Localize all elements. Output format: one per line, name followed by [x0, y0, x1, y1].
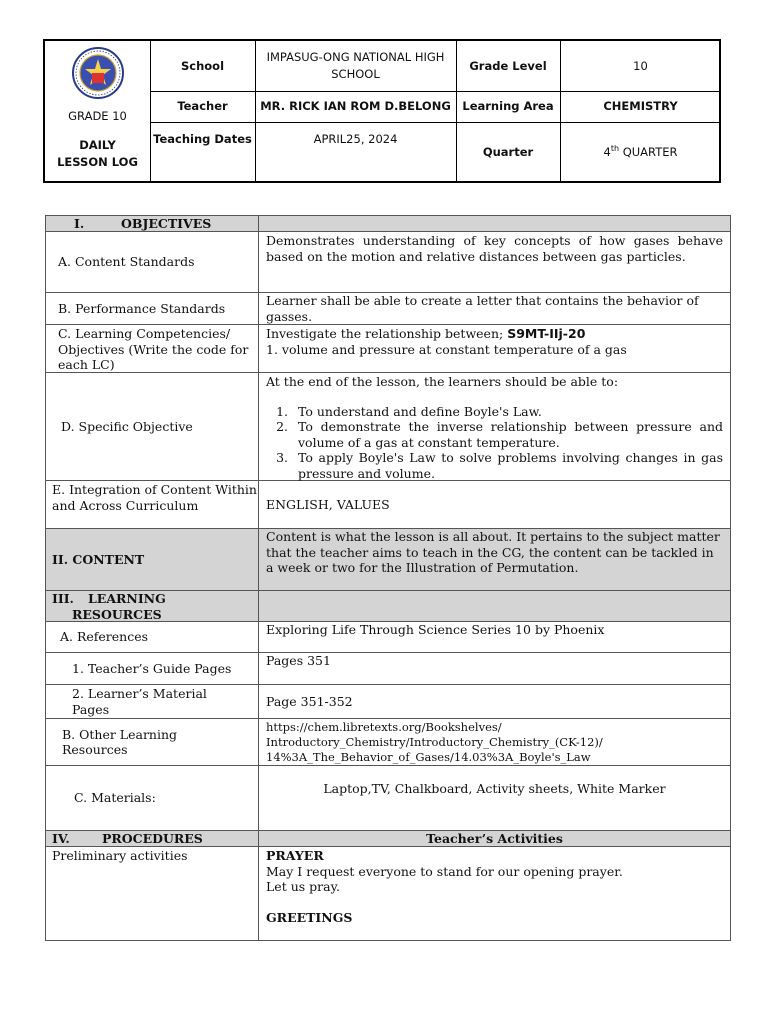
list-item: 3. To apply Boyle's Law to solve problems involving changes in gas pressure and volume.: [292, 450, 723, 481]
preliminary-row: [46, 847, 730, 940]
references-label: A. References: [60, 629, 149, 645]
list-item: 1. To understand and define Boyle's Law.: [292, 404, 723, 420]
objectives-heading: OBJECTIVES: [121, 216, 212, 231]
grade-label: GRADE 10: [68, 108, 127, 123]
school-value: IMPASUG-ONG NATIONAL HIGH SCHOOL: [266, 50, 445, 81]
grade-level-value: 10: [633, 58, 648, 73]
competencies-code: S9MT-IIj-20: [507, 326, 586, 341]
specific-objective-row: [46, 373, 730, 481]
competencies-label: C. Learning Competencies/ Objectives (Write the code for each LC): [58, 326, 249, 372]
teacher-label: Teacher: [177, 99, 228, 114]
content-standards-row: [46, 232, 730, 293]
teacher-value: MR. RICK IAN ROM D.BELONG: [260, 99, 451, 114]
learners-material-row: [46, 685, 730, 719]
resources-heading: LEARNING RESOURCES: [72, 591, 166, 622]
performance-standards-text: Learner shall be able to create a letter that contains the behavior of gasses.: [266, 293, 699, 324]
resources-heading-row: III. LEARNING RESOURCES: [46, 591, 730, 622]
content-heading: II. CONTENT: [52, 551, 145, 567]
integration-row: [46, 481, 730, 529]
learners-material-label: 2. Learner’s Material Pages: [72, 686, 207, 717]
greetings-heading: GREETINGS: [266, 909, 353, 925]
procedures-heading: PROCEDURES: [102, 831, 203, 846]
content-text: Content is what the lesson is all about. It pertains to the subject matter that the teacher aims to teach in the CG, the content can be tackled in a week or two for the Illustration of Permutation.: [266, 529, 720, 575]
quarter-label: Quarter: [482, 144, 534, 159]
teacher-activities-heading: Teacher’s Activities: [426, 831, 563, 846]
procedures-heading-row: IV. PROCEDURES Teacher’s Activities: [46, 831, 730, 847]
specific-intro: At the end of the lesson, the learners should be able to:: [266, 374, 619, 389]
resource-url-line: https://chem.libretexts.org/Bookshelves/: [266, 720, 502, 734]
teaching-dates-value: APRIL25, 2024: [313, 131, 398, 146]
resource-url-line: 14%3A_The_Behavior_of_Gases/14.03%3A_Boyle's_Law: [266, 750, 591, 764]
other-resources-row: [46, 719, 730, 766]
performance-standards-label: B. Performance Standards: [58, 301, 226, 317]
prayer-line: Let us pray.: [266, 879, 340, 894]
school-label: School: [180, 58, 225, 73]
teachers-guide-label: 1. Teacher’s Guide Pages: [72, 660, 232, 676]
teachers-guide-text: Pages 351: [266, 653, 331, 668]
prayer-heading: PRAYER: [266, 848, 324, 863]
competencies-row: [46, 325, 730, 373]
quarter-value: 4th QUARTER: [603, 144, 678, 160]
lesson-table: [45, 215, 731, 941]
learning-area-value: CHEMISTRY: [603, 99, 678, 114]
materials-row: [46, 766, 730, 831]
deped-seal-icon: [72, 47, 124, 99]
teaching-dates-label: Teaching Dates: [153, 131, 252, 146]
specific-objectives-list: [266, 404, 723, 482]
performance-standards-row: [46, 293, 730, 325]
log-title: DAILY LESSON LOG: [57, 138, 138, 169]
specific-objective-label: D. Specific Objective: [61, 418, 193, 434]
learners-material-text: Page 351-352: [266, 693, 353, 709]
materials-text: Laptop,TV, Chalkboard, Activity sheets, White Marker: [323, 781, 666, 796]
integration-label: E. Integration of Content Within and Across Curriculum: [52, 482, 257, 513]
teachers-guide-row: [46, 653, 730, 685]
other-resources-label: B. Other Learning Resources: [62, 726, 178, 757]
grade-level-label: Grade Level: [469, 58, 547, 73]
header-table: [43, 39, 721, 183]
prayer-line: May I request everyone to stand for our opening prayer.: [266, 863, 623, 879]
learning-area-label: Learning Area: [462, 99, 554, 114]
content-standards-label: A. Content Standards: [58, 254, 195, 270]
preliminary-label: Preliminary activities: [52, 848, 188, 863]
references-text: Exploring Life Through Science Series 10 by Phoenix: [266, 622, 605, 637]
materials-label: C. Materials:: [74, 790, 156, 806]
list-item: 2. To demonstrate the inverse relationship between pressure and volume of a gas at constant temperature.: [292, 419, 723, 450]
integration-text: ENGLISH, VALUES: [266, 496, 390, 512]
competencies-intro: Investigate the relationship between;: [266, 326, 504, 341]
competencies-item: 1. volume and pressure at constant temperature of a gas: [266, 341, 627, 357]
references-row: [46, 622, 730, 653]
content-standards-text: Demonstrates understanding of key concepts of how gases behave based on the motion and relative distances between gas particles.: [266, 233, 723, 264]
resource-url-line: Introductory_Chemistry/Introductory_Chemistry_(CK-12)/: [266, 735, 603, 749]
objectives-heading-row: I. OBJECTIVES: [46, 216, 730, 232]
content-row: [46, 529, 730, 591]
